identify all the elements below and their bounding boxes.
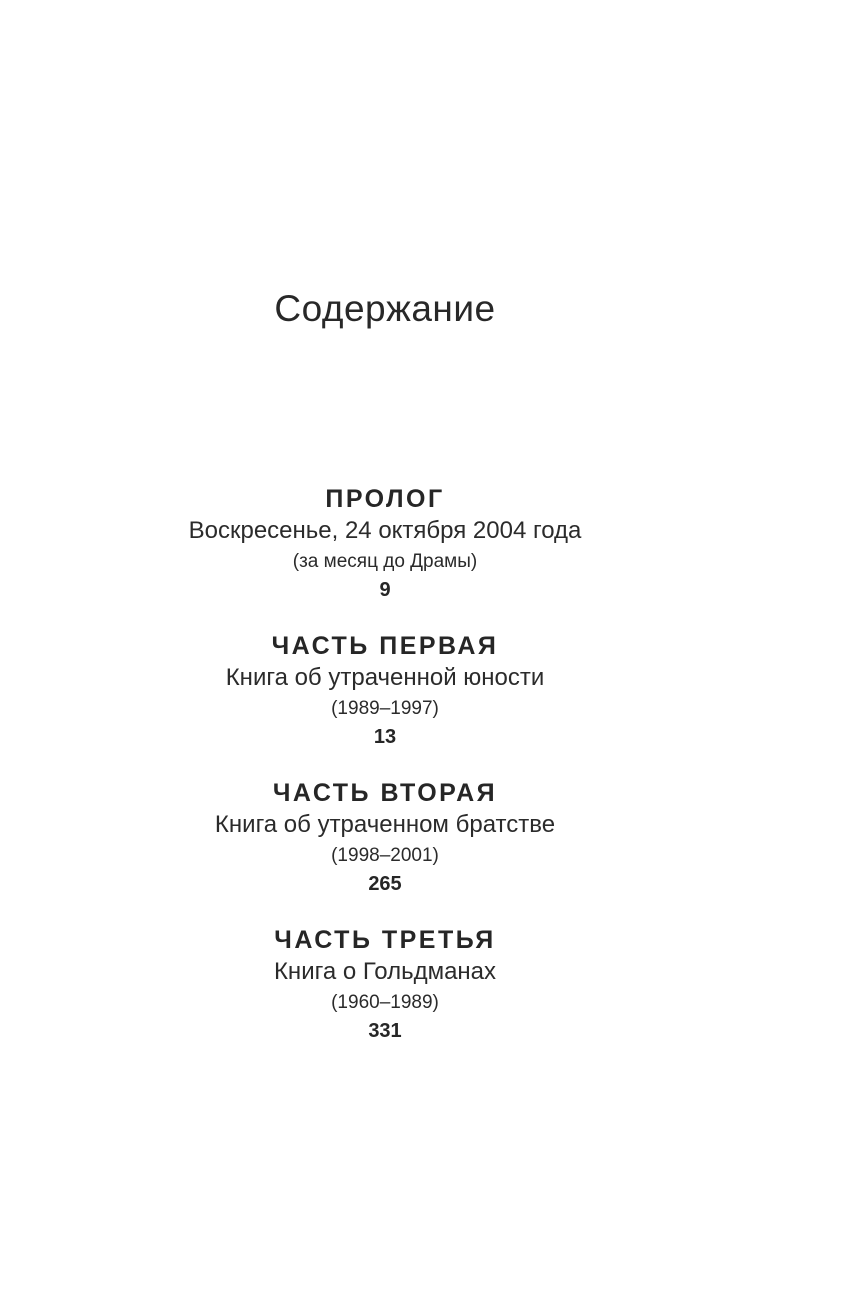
- part-label: ЧАСТЬ ТРЕТЬЯ: [274, 926, 496, 954]
- part-label: ПРОЛОГ: [325, 485, 445, 513]
- part-subtitle: Воскресенье, 24 октября 2004 года: [188, 517, 582, 544]
- part-years: (1989–1997): [331, 698, 439, 719]
- part-subtitle: Книга об утраченной юности: [225, 664, 545, 691]
- toc-entry-part-two: [85, 778, 685, 898]
- part-years: (1998–2001): [331, 845, 439, 866]
- toc-entry-part-one: [85, 631, 685, 751]
- part-page-number: 331: [368, 1020, 402, 1042]
- part-years: (1960–1989): [331, 992, 439, 1013]
- part-label: ЧАСТЬ ПЕРВАЯ: [271, 632, 499, 660]
- part-note: (за месяц до Драмы): [292, 551, 478, 572]
- part-subtitle: Книга об утраченном братстве: [214, 811, 556, 838]
- part-page-number: 13: [373, 726, 397, 748]
- part-page-number: 9: [379, 579, 391, 601]
- part-page-number: 265: [368, 873, 402, 895]
- toc-entry-part-three: [85, 925, 685, 1045]
- toc-entry-prologue: [85, 484, 685, 604]
- part-label: ЧАСТЬ ВТОРАЯ: [272, 779, 498, 807]
- table-of-contents: [85, 484, 685, 1072]
- page-title: Содержание: [274, 288, 496, 329]
- part-subtitle: Книга о Гольдманах: [273, 958, 497, 985]
